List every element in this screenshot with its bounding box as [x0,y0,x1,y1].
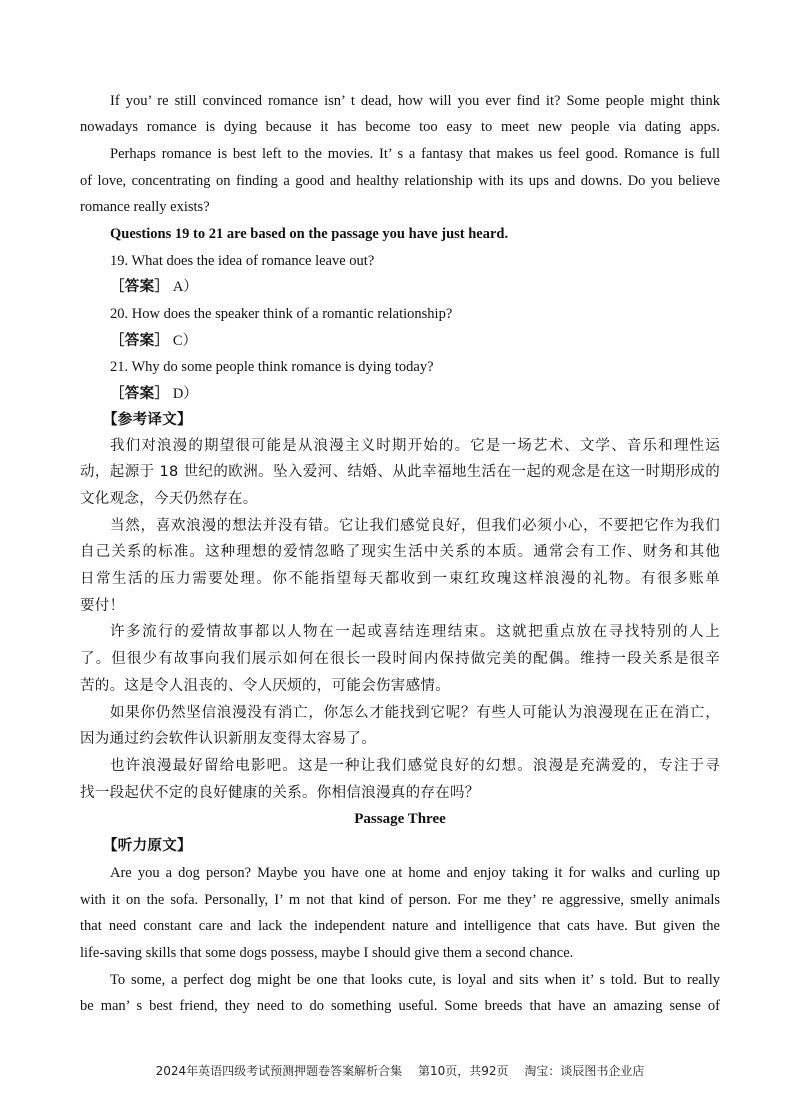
page-footer [0,1062,800,1079]
paragraph-line: with it on the sofa. Personally, I’ m not that kind of person. For me they’ re aggressive, smelly animals [80,892,720,908]
listening-heading: 【听力原文】 [103,838,192,854]
translation-line: 了。但很少有故事向我们展示如何在很长一段时间内保持做完美的配偶。维持一段关系是很辛 [80,651,720,667]
footer-page-number: 第10页，共92页 [417,1064,509,1078]
translation-line: 要付！ [80,598,125,614]
translation-line: 如果你仍然坚信浪漫没有消亡，你怎么才能找到它呢？有些人可能认为浪漫现在正在消亡， [110,705,720,721]
translation-line: 文化观念，今天仍然存在。 [80,491,258,507]
translation-line: 当然，喜欢浪漫的想法并没有错。它让我们感觉良好，但我们必须小心，不要把它作为我们 [110,518,720,534]
translation-line: 自己关系的标准。这种理想的爱情忽略了现实生活中关系的本质。通常会有工作、财务和其他 [80,544,720,560]
answer-20 [110,331,720,351]
answer-19 [110,277,720,297]
paragraph-line: that need constant care and lack the independent nature and intelligence that cats have. But given the [80,918,720,934]
answer-value: A） [172,279,198,295]
questions-heading: Questions 19 to 21 are based on the passage you have just heard. [110,226,509,242]
question-20: 20. How does the speaker think of a romantic relationship? [110,306,453,322]
paragraph-line: be man’ s best friend, they need to do something useful. Some breeds that have an amazing sense of [80,998,720,1014]
translation-heading: 【参考译文】 [103,412,192,428]
paragraph-line: nowadays romance is dying because it has become too easy to meet new people via dating apps. [80,119,720,135]
paragraph-line: romance really exists? [80,199,210,215]
translation-line: 许多流行的爱情故事都以人物在一起或喜结连理结束。这就把重点放在寻找特别的人上 [110,624,720,640]
passage-title: Passage Three [354,811,446,827]
paragraph-line: of love, concentrating on finding a good and healthy relationship with its ups and downs. Do you believe [80,173,720,189]
answer-value: D） [172,386,198,402]
answer-label: ［答案］ [110,279,170,295]
footer-title: 2024年英语四级考试预测押题卷答案解析合集 [155,1064,403,1078]
question-19: 19. What does the idea of romance leave out? [110,253,375,269]
answer-21 [110,384,720,404]
answer-value: C） [172,333,197,349]
paragraph-line: Perhaps romance is best left to the movies. It’ s a fantasy that makes us feel good. Romance is full [110,146,720,162]
translation-line: 也许浪漫最好留给电影吧。这是一种让我们感觉良好的幻想。浪漫是充满爱的，专注于寻 [110,758,720,774]
translation-line: 找一段起伏不定的良好健康的关系。你相信浪漫真的存在吗？ [80,785,480,801]
footer-shop: 淘宝：谈辰图书企业店 [524,1064,645,1078]
paragraph-line: life-saving skills that some dogs possess, maybe I should give them a second chance. [80,945,574,961]
answer-label: ［答案］ [110,333,170,349]
translation-line: 因为通过约会软件认识新朋友变得太容易了。 [80,731,376,747]
translation-line: 日常生活的压力需要处理。你不能指望每天都收到一束红玫瑰这样浪漫的礼物。有很多账单 [80,571,720,587]
answer-label: ［答案］ [110,386,170,402]
paragraph-line: If you’ re still convinced romance isn’ t dead, how will you ever find it? Some people might think [110,93,720,109]
translation-line: 我们对浪漫的期望很可能是从浪漫主义时期开始的。它是一场艺术、文学、音乐和理性运 [110,438,720,454]
translation-line: 苦的。这是令人沮丧的、令人厌烦的，可能会伤害感情。 [80,678,450,694]
paragraph-line: To some, a perfect dog might be one that looks cute, is loyal and sits when it’ s told. But to really [110,972,720,988]
paragraph-line: Are you a dog person? Maybe you have one at home and enjoy taking it for walks and curling up [110,865,720,881]
translation-line: 动，起源于 18 世纪的欧洲。坠入爱河、结婚、从此幸福地生活在一起的观念是在这一时期形成的 [80,464,720,480]
question-21: 21. Why do some people think romance is dying today? [110,359,434,375]
